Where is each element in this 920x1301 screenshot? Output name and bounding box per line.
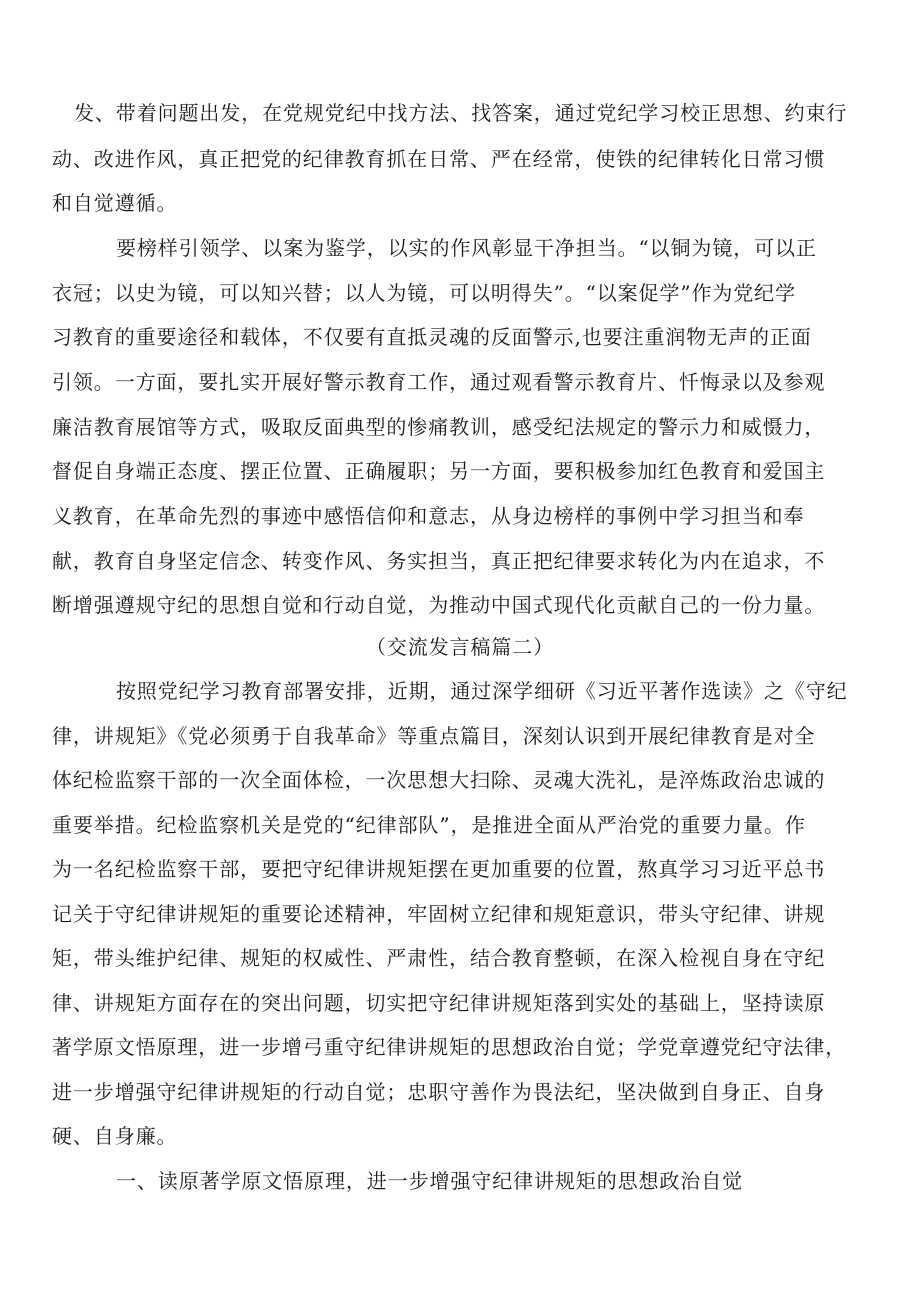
paragraph-line: 律、讲规矩方面存在的突出问题，切实把守纪律讲规矩落到实处的基础上，坚持读原 xyxy=(52,991,826,1015)
paragraph-line: 督促自身端正态度、摆正位置、正确履职；另一方面，要积极参加红色教育和爱国主 xyxy=(52,459,826,483)
paragraph-line: 矩，带头维护纪律、规矩的权威性、严肃性，结合教育整顿，在深入检视自身在守纪 xyxy=(52,946,826,970)
paragraph-line: 律，讲规矩》《党必须勇于自我革命》等重点篇目，深刻认识到开展纪律教育是对全 xyxy=(52,724,816,748)
paragraph-line: 记关于守纪律讲规矩的重要论述精神，牢固树立纪律和规矩意识，带头守纪律、讲规 xyxy=(52,902,826,926)
paragraph-line: 体纪检监察干部的一次全面体检，一次思想大扫除、灵魂大洗礼，是淬炼政治忠诚的 xyxy=(52,768,826,792)
paragraph-line: 和自觉遵循。 xyxy=(52,191,178,215)
paragraph-line: 进一步增强守纪律讲规矩的行动自觉；忠职守善作为畏法纪，坚决做到自身正、自身 xyxy=(52,1080,826,1104)
paragraph-line: 断增强遵规守纪的思想自觉和行动自觉，为推动中国式现代化贡献自己的一份力量。 xyxy=(52,593,826,617)
paragraph-line: 献，教育自身坚定信念、转变作风、务实担当，真正把纪律要求转化为内在追求，不 xyxy=(52,549,826,573)
paragraph-line: 引领。一方面，要扎实开展好警示教育工作，通过观看警示教育片、忏悔录以及参观 xyxy=(52,370,826,394)
paragraph-line: 按照党纪学习教育部署安排，近期，通过深学细研《习近平著作选读》之《守纪 xyxy=(116,679,848,703)
paragraph-line: 动、改进作风，真正把党的纪律教育抓在日常、严在经常，使铁的纪律转化日常习惯 xyxy=(52,147,826,171)
paragraph-line: 衣冠；以史为镜，可以知兴替；以人为镜，可以明得失”。“以案促学”作为党纪学 xyxy=(52,281,796,305)
paragraph-line: 廉洁教育展馆等方式，吸取反面典型的惨痛教训，感受纪法规定的警示力和威慑力， xyxy=(52,415,826,439)
paragraph-line: 硬、自身廉。 xyxy=(52,1124,178,1148)
section-heading: （交流发言稿篇二） xyxy=(365,635,555,659)
paragraph-line: 为一名纪检监察干部，要把守纪律讲规矩摆在更加重要的位置，熬真学习习近平总书 xyxy=(52,857,826,881)
paragraph-line: 重要举措。纪检监察机关是党的“纪律部队”，是推进全面从严治党的重要力量。作 xyxy=(52,813,806,837)
paragraph-line: 义教育，在革命先烈的事迹中感悟信仰和意志，从身边榜样的事例中学习担当和奉 xyxy=(52,504,805,528)
subheading: 一、读原著学原文悟原理，进一步增强守纪律讲规矩的思想政治自觉 xyxy=(116,1169,743,1193)
paragraph-line: 习教育的重要途径和载体，不仅要有直抵灵魂的反面警示,也要注重润物无声的正面 xyxy=(52,325,812,349)
paragraph-line: 发、带着问题出发，在党规党纪中找方法、找答案，通过党纪学习校正思想、约束行 xyxy=(74,101,848,125)
paragraph-line: 要榜样引领学、以案为鉴学，以实的作风彰显干净担当。“以铜为镜，可以正 xyxy=(116,236,817,260)
paragraph-line: 著学原文悟原理，进一步增弓重守纪律讲规矩的思想政治自觉；学党章遵党纪守法律， xyxy=(52,1035,847,1059)
